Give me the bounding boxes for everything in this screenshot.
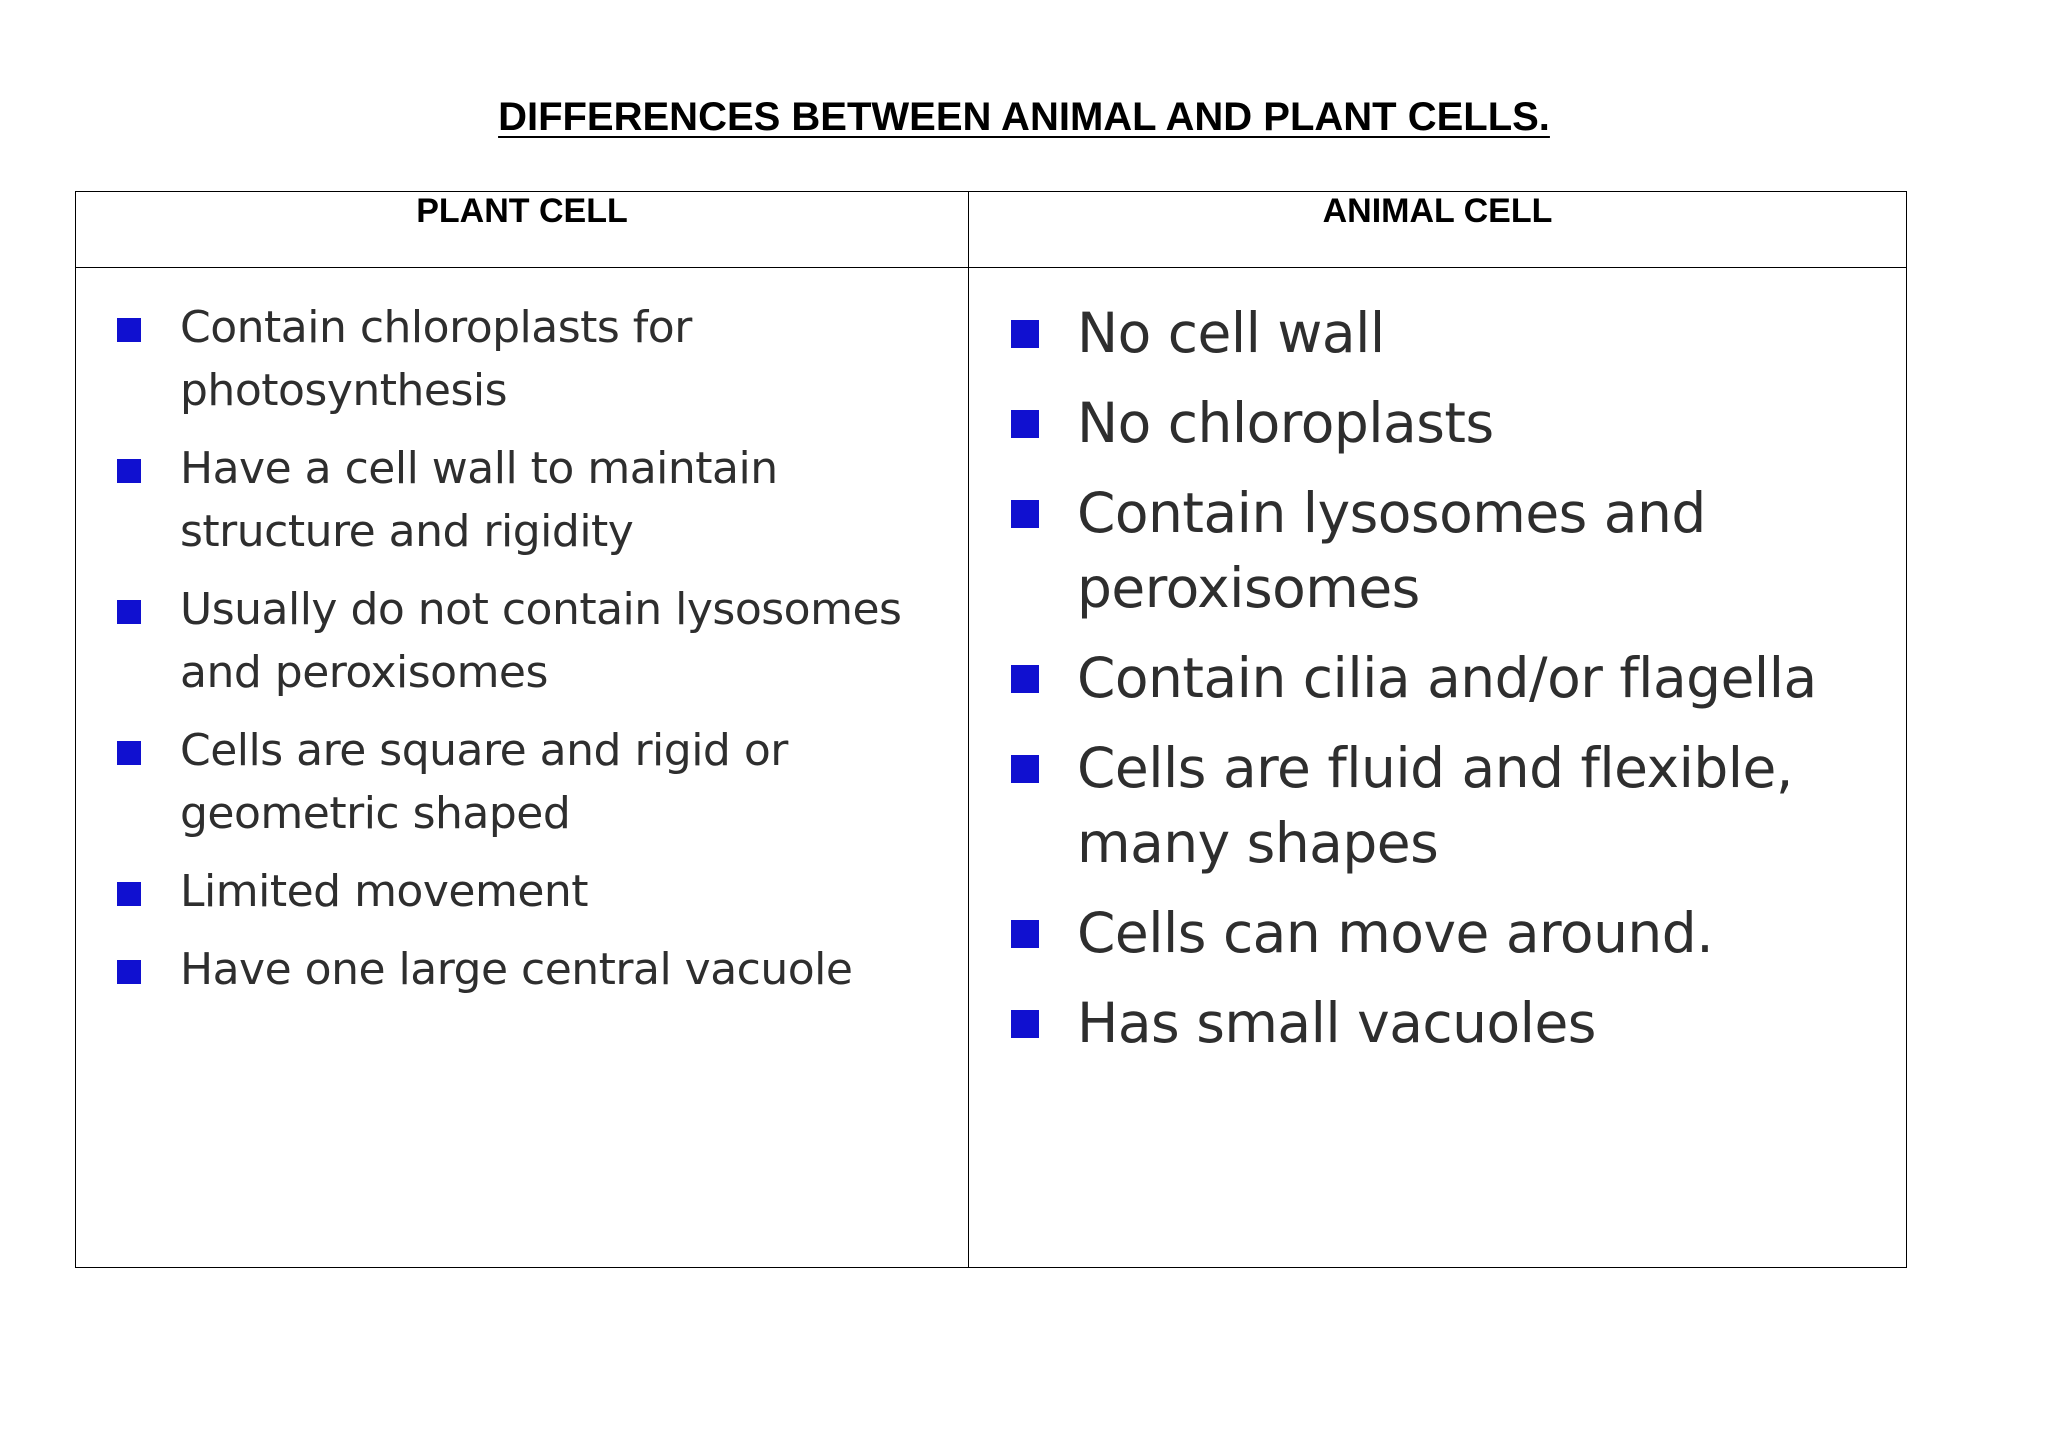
square-bullet-icon <box>1011 320 1039 348</box>
header-animal-cell: ANIMAL CELL <box>969 192 1907 268</box>
square-bullet-icon <box>1011 410 1039 438</box>
square-bullet-icon <box>117 600 141 624</box>
square-bullet-icon <box>117 318 141 342</box>
table-header-row <box>76 192 1907 268</box>
table-body-row <box>76 268 1907 1268</box>
list-item <box>180 437 968 563</box>
list-item <box>180 860 968 923</box>
square-bullet-icon <box>117 741 141 765</box>
square-bullet-icon <box>1011 1010 1039 1038</box>
square-bullet-icon <box>1011 665 1039 693</box>
list-item <box>1077 296 1906 371</box>
plant-item-text: Contain chloroplasts for photosynthesis <box>180 302 692 416</box>
list-item <box>180 719 968 845</box>
plant-item-text: Have one large central vacuole <box>180 944 853 995</box>
list-item <box>1077 476 1906 626</box>
list-item <box>180 578 968 704</box>
list-item <box>1077 386 1906 461</box>
plant-item-text: Usually do not contain lysosomes and peroxisomes <box>180 584 902 698</box>
document-title: DIFFERENCES BETWEEN ANIMAL AND PLANT CELLS. <box>498 95 1550 139</box>
plant-item-text: Limited movement <box>180 866 589 917</box>
square-bullet-icon <box>117 960 141 984</box>
square-bullet-icon <box>117 459 141 483</box>
list-item <box>1077 986 1906 1061</box>
animal-item-text: No cell wall <box>1077 301 1385 365</box>
list-item <box>1077 731 1906 881</box>
list-item <box>180 296 968 422</box>
plant-item-text: Have a cell wall to maintain structure and rigidity <box>180 443 778 557</box>
plant-cell-column <box>76 268 969 1268</box>
animal-item-text: Has small vacuoles <box>1077 991 1596 1055</box>
animal-cell-list <box>969 268 1906 1061</box>
square-bullet-icon <box>1011 920 1039 948</box>
animal-item-text: Contain cilia and/or flagella <box>1077 646 1817 710</box>
animal-cell-column <box>969 268 1907 1268</box>
comparison-table <box>75 191 1907 1268</box>
animal-item-text: Cells can move around. <box>1077 901 1714 965</box>
list-item <box>1077 896 1906 971</box>
list-item <box>180 938 968 1001</box>
plant-item-text: Cells are square and rigid or geometric shaped <box>180 725 788 839</box>
animal-item-text: Contain lysosomes and peroxisomes <box>1077 481 1706 620</box>
list-item <box>1077 641 1906 716</box>
header-plant-cell: PLANT CELL <box>76 192 969 268</box>
square-bullet-icon <box>1011 755 1039 783</box>
animal-item-text: Cells are fluid and flexible, many shapes <box>1077 736 1793 875</box>
square-bullet-icon <box>1011 500 1039 528</box>
plant-cell-list <box>76 268 968 1001</box>
square-bullet-icon <box>117 882 141 906</box>
animal-item-text: No chloroplasts <box>1077 391 1494 455</box>
